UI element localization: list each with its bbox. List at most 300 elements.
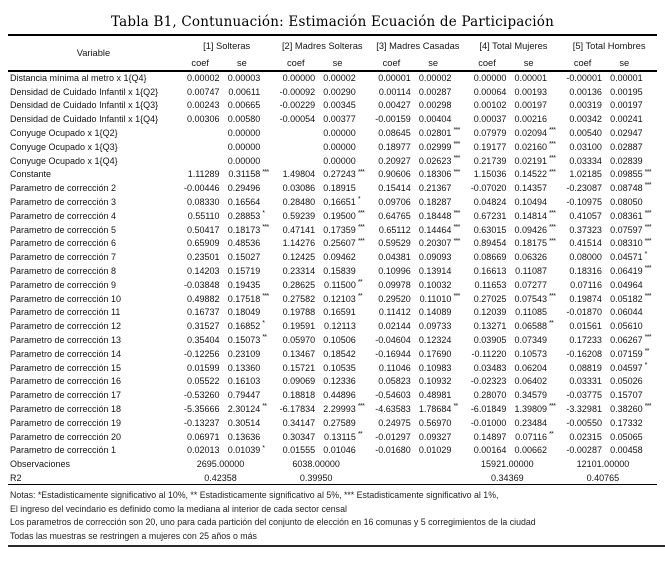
stars-subheader	[645, 56, 657, 71]
cell-coef: 0.11653	[474, 279, 507, 290]
table-title: Tabla B1, Contunuación: Estimación Ecuación de Participación	[110, 14, 555, 30]
cell-coef: -0.04604	[375, 335, 411, 346]
note-line-significance: Notas: *Estadisticamente significativo al 10%, ** Estadisticamente significativo al 5%, *** Estadisticamente significativo al 1%,	[10, 490, 499, 501]
cell-coef: 0.16613	[473, 266, 507, 277]
cell-coef: 0.00306	[187, 114, 220, 125]
cell-coef: 0.67231	[473, 210, 507, 221]
cell-se: 0.08361	[610, 210, 643, 221]
cell-coef: 0.18818	[282, 390, 316, 401]
cell-significance: ***	[549, 168, 556, 176]
row-label: Parametro de corrección 4	[10, 210, 117, 221]
cell-se: 0.27589	[323, 417, 356, 428]
row-label: Parametro de corrección 7	[10, 252, 117, 263]
cell-significance	[453, 444, 465, 458]
row-label: Parametro de corrección 12	[10, 321, 122, 332]
cell-significance	[358, 333, 370, 347]
cell-coef: 0.00540	[569, 128, 602, 139]
cell-se: 0.13115	[323, 431, 356, 442]
cell-significance	[262, 140, 274, 154]
cell-significance	[262, 388, 274, 402]
cell-se: 0.16852	[227, 321, 261, 332]
cell-coef	[274, 154, 317, 168]
se-subheader: se	[508, 56, 549, 71]
cell-significance: **	[549, 430, 554, 438]
row-label: Parametro de corrección 6	[10, 238, 117, 249]
cell-coef: 0.19788	[282, 307, 316, 318]
cell-coef: 0.01599	[187, 362, 220, 373]
cell-se: 0.06402	[514, 376, 548, 387]
cell-significance	[549, 361, 561, 375]
row-label: Parametro de corrección 11	[10, 307, 121, 318]
cell-coef: 0.03100	[569, 141, 602, 152]
cell-coef: -0.01870	[566, 307, 602, 318]
table-row	[8, 126, 657, 140]
cell-significance	[358, 416, 370, 430]
cell-significance: ***	[549, 292, 556, 300]
cell-significance: ***	[357, 168, 365, 176]
cell-coef: -6.17834	[279, 404, 316, 415]
table-row	[8, 430, 657, 444]
cell-se: 0.00458	[610, 445, 643, 456]
cell-coef: 0.29520	[378, 293, 411, 304]
cell-significance	[453, 347, 465, 361]
cell-se: 0.17359	[323, 224, 356, 235]
cell-significance	[358, 306, 370, 320]
cell-significance	[358, 375, 370, 389]
cell-coef: 0.18316	[569, 266, 602, 277]
cell-significance	[453, 430, 465, 444]
cell-coef: 1.11289	[187, 169, 220, 180]
cell-coef: 1.49804	[282, 169, 316, 180]
cell-significance: ***	[644, 168, 651, 176]
table-row	[8, 71, 657, 85]
cell-significance	[645, 99, 657, 113]
cell-coef: 0.00001	[378, 73, 411, 84]
cell-coef: -0.11220	[471, 348, 507, 359]
cell-se: 0.02947	[610, 128, 643, 139]
cell-se: 0.18049	[227, 307, 261, 318]
cell-se: 0.00216	[514, 114, 548, 125]
cell-se: 0.30514	[227, 417, 261, 428]
cell-significance	[262, 430, 274, 444]
row-label: Parametro de corrección 10	[10, 293, 122, 304]
cell-significance	[358, 471, 370, 485]
cell-se: 1.39809	[514, 404, 548, 415]
cell-se: 0.15707	[610, 390, 643, 401]
cell-se: 0.34579	[514, 390, 548, 401]
cell-se: 0.07597	[610, 224, 643, 235]
cell-coef: 0.06971	[187, 431, 220, 442]
cell-se: 0.13914	[418, 266, 452, 277]
cell-significance	[262, 237, 274, 251]
cell-coef: 0.11046	[378, 362, 411, 373]
cell-significance	[645, 278, 657, 292]
cell-significance: **	[357, 278, 363, 286]
cell-se: 0.11500	[323, 279, 356, 290]
cell-se: 0.06419	[610, 266, 643, 277]
row-label: Conyuge Ocupado x 1{Q3}	[10, 141, 118, 152]
cell-se: 0.00000	[227, 155, 261, 166]
cell-se: 0.25607	[323, 238, 356, 249]
cell-se: 0.01029	[418, 445, 452, 456]
cell-significance	[549, 416, 561, 430]
cell-coef	[179, 140, 222, 154]
cell-significance: *	[644, 251, 647, 259]
cell-se: 0.23484	[514, 417, 548, 428]
table-row	[8, 361, 657, 375]
cell-coef: 0.15721	[282, 362, 316, 373]
cell-significance	[262, 278, 274, 292]
cell-significance	[453, 333, 465, 347]
note-line-income: El ingreso del vecindario es definido como la mediana al interior de cada sector censal	[10, 503, 347, 514]
cell-significance: ***	[453, 140, 460, 148]
cell-se: 0.00611	[228, 86, 261, 97]
cell-significance: ***	[453, 292, 460, 300]
cell-coef: 0.00243	[187, 100, 220, 111]
cell-coef: 0.50417	[187, 224, 220, 235]
cell-significance: ***	[453, 223, 460, 231]
cell-se: 0.31158	[228, 169, 261, 180]
cell-significance	[549, 278, 561, 292]
cell-coef: 0.02013	[187, 445, 220, 456]
cell-se: 0.14464	[418, 224, 452, 235]
table-notes	[8, 488, 665, 547]
table-row	[8, 319, 657, 333]
cell-se: 0.00000	[323, 128, 356, 139]
cell-se: 0.09733	[418, 321, 452, 332]
cell-significance: **	[549, 320, 554, 328]
cell-coef: 0.19874	[569, 293, 602, 304]
cell-se: 0.00298	[418, 100, 452, 111]
cell-coef: 0.03334	[569, 155, 602, 166]
cell-coef: 0.08645	[378, 128, 411, 139]
cell-coef: 0.00747	[187, 86, 220, 97]
cell-se: 0.04597	[610, 362, 643, 373]
row-label: Densidad de Cuidado Infantil x 1{Q4}	[10, 114, 159, 125]
row-label: Densidad de Cuidado Infantil x 1{Q3}	[10, 100, 159, 111]
table-row	[8, 333, 657, 347]
cell-significance: **	[644, 347, 649, 355]
cell-coef: -0.00092	[279, 86, 316, 97]
summary-value	[370, 471, 453, 485]
cell-coef: -0.01000	[470, 417, 507, 428]
cell-se: 0.09855	[610, 169, 643, 180]
cell-coef: 0.65909	[187, 238, 220, 249]
cell-se: 0.79447	[227, 390, 261, 401]
cell-se: 2.29993	[323, 404, 356, 415]
cell-significance	[358, 250, 370, 264]
cell-se: 0.00000	[323, 155, 356, 166]
cell-se: 0.12113	[323, 321, 356, 332]
cell-coef: -0.03775	[566, 390, 602, 401]
cell-significance: ***	[453, 209, 460, 217]
cell-se: 0.00665	[227, 100, 261, 111]
cell-coef: 0.13271	[473, 321, 507, 332]
cell-significance: ***	[549, 223, 556, 231]
cell-coef: 0.08000	[569, 252, 602, 263]
cell-se: 0.00003	[227, 73, 261, 84]
cell-significance	[453, 250, 465, 264]
se-subheader: se	[317, 56, 358, 71]
cell-se: 0.00290	[323, 86, 356, 97]
cell-significance	[262, 195, 274, 209]
cell-se: 0.15073	[227, 335, 261, 346]
summary-value: 0.40765	[561, 471, 644, 485]
cell-se: 0.44896	[323, 390, 356, 401]
row-label: Distancia mínima al metro x 1{Q4}	[10, 73, 147, 84]
cell-significance	[645, 430, 657, 444]
cell-coef: 0.20927	[378, 155, 411, 166]
cell-significance	[262, 416, 274, 430]
cell-se: 0.09426	[514, 224, 548, 235]
cell-coef: 0.03905	[473, 335, 507, 346]
stars-subheader	[549, 56, 561, 71]
cell-significance	[358, 85, 370, 99]
summary-value: 2695.00000	[196, 459, 245, 470]
row-label: Parametro de corrección 16	[10, 376, 122, 387]
cell-significance	[549, 375, 561, 389]
cell-se: 0.00000	[227, 128, 261, 139]
cell-significance	[453, 361, 465, 375]
cell-se: 0.18448	[418, 210, 452, 221]
cell-se: 0.00404	[418, 114, 452, 125]
cell-significance: ***	[549, 403, 556, 411]
table-head	[8, 35, 657, 71]
cell-coef: -0.53260	[184, 390, 220, 401]
cell-coef	[274, 140, 317, 154]
cell-coef: 0.08330	[187, 197, 220, 208]
group-header-2: [2] Madres Solteras	[281, 41, 363, 51]
cell-significance	[358, 361, 370, 375]
cell-significance	[262, 85, 274, 99]
cell-coef: -6.01849	[470, 404, 507, 415]
table-row	[8, 402, 657, 416]
cell-coef: -0.16944	[375, 348, 411, 359]
cell-significance: ***	[453, 154, 460, 162]
cell-significance	[358, 319, 370, 333]
cell-significance	[549, 306, 561, 320]
cell-se: 0.02191	[514, 155, 548, 166]
cell-se: 0.09462	[323, 252, 356, 263]
cell-coef: 0.49882	[187, 293, 220, 304]
cell-coef: 0.02144	[378, 321, 411, 332]
cell-se: 0.00001	[514, 73, 548, 84]
cell-coef: 0.28480	[282, 197, 316, 208]
cell-se: 0.02887	[610, 141, 643, 152]
cell-significance: ***	[644, 334, 651, 342]
row-label: Parametro de corrección 5	[10, 224, 117, 235]
cell-significance: ***	[262, 223, 269, 231]
cell-se: 0.02094	[514, 128, 548, 139]
cell-significance: ***	[453, 237, 460, 245]
cell-se: 0.10573	[514, 348, 548, 359]
cell-se: 0.07543	[514, 293, 548, 304]
cell-coef: 0.11412	[378, 307, 411, 318]
cell-se: 0.38260	[610, 404, 643, 415]
cell-significance	[645, 416, 657, 430]
cell-significance	[262, 347, 274, 361]
cell-se: 0.12103	[323, 293, 356, 304]
cell-coef: -0.00446	[184, 183, 220, 194]
row-label: Densidad de Cuidado Infantil x 1{Q2}	[10, 86, 159, 97]
cell-significance: ***	[644, 237, 651, 245]
cell-coef: 0.02315	[569, 431, 602, 442]
cell-significance	[549, 195, 561, 209]
cell-significance: ***	[644, 292, 651, 300]
group-header-3: [3] Madres Casadas	[376, 41, 460, 51]
cell-significance	[262, 181, 274, 195]
cell-se: 0.17332	[610, 417, 643, 428]
cell-se: 0.00002	[323, 73, 356, 84]
cell-significance	[453, 319, 465, 333]
cell-se: 0.10032	[418, 279, 452, 290]
cell-coef: 0.90606	[378, 169, 411, 180]
cell-coef: 0.89454	[473, 238, 507, 249]
cell-significance: ***	[644, 209, 651, 217]
table-row	[8, 388, 657, 402]
cell-coef: 0.15414	[378, 183, 411, 194]
cell-se: 0.07159	[610, 348, 643, 359]
cell-significance	[453, 71, 465, 85]
cell-coef: 0.00037	[473, 114, 507, 125]
cell-significance	[358, 154, 370, 168]
cell-se: 0.14522	[514, 169, 548, 180]
row-label: Parametro de corrección 2	[10, 183, 117, 194]
cell-coef: 0.37323	[569, 224, 602, 235]
cell-coef: 1.14276	[282, 238, 316, 249]
cell-coef: 0.41514	[569, 238, 602, 249]
cell-se: 0.18287	[418, 197, 452, 208]
cell-coef: -0.13237	[184, 417, 220, 428]
cell-se: 0.11087	[515, 266, 548, 277]
cell-significance	[358, 99, 370, 113]
cell-significance	[645, 388, 657, 402]
cell-significance	[453, 278, 465, 292]
cell-coef: -3.32981	[566, 404, 602, 415]
cell-se: 0.27243	[323, 169, 356, 180]
cell-coef: 0.08669	[473, 252, 507, 263]
cell-se: 0.05182	[610, 293, 643, 304]
cell-coef	[274, 126, 317, 140]
cell-se: 0.02623	[418, 155, 452, 166]
cell-se: 0.14089	[418, 307, 452, 318]
cell-coef: 0.09069	[282, 376, 316, 387]
cell-significance	[549, 471, 561, 485]
cell-coef: 0.23501	[187, 252, 220, 263]
cell-coef: -0.00550	[566, 417, 602, 428]
cell-se: 0.10535	[323, 362, 356, 373]
cell-se: 0.05026	[610, 376, 643, 387]
cell-coef: 0.00002	[187, 73, 220, 84]
row-label: Constante	[10, 169, 52, 180]
cell-se: 0.02999	[418, 141, 452, 152]
cell-coef: 0.14897	[473, 431, 507, 442]
cell-se: 0.00193	[514, 86, 548, 97]
cell-se: 0.12324	[418, 335, 452, 346]
cell-coef: 0.03483	[473, 362, 507, 373]
cell-significance: ***	[644, 265, 651, 273]
cell-significance: ***	[549, 209, 556, 217]
cell-significance	[549, 457, 561, 471]
cell-se: 0.13636	[227, 431, 261, 442]
cell-se: 0.16651	[323, 197, 356, 208]
summary-value	[370, 457, 453, 471]
table-row	[8, 154, 657, 168]
cell-se: 0.08310	[610, 238, 643, 249]
cell-se: 0.19500	[323, 210, 356, 221]
cell-se: 0.19435	[227, 279, 261, 290]
cell-significance: ***	[357, 209, 365, 217]
cell-coef: 0.09978	[378, 279, 411, 290]
cell-se: 0.01046	[323, 445, 356, 456]
cell-significance	[453, 195, 465, 209]
cell-significance: ***	[453, 168, 460, 176]
cell-coef: 0.00164	[473, 445, 507, 456]
row-label: Parametro de corrección 9	[10, 279, 117, 290]
cell-se: 0.00287	[418, 86, 452, 97]
cell-se: 0.14814	[514, 210, 548, 221]
cell-coef: 0.12425	[282, 252, 316, 263]
table-row	[8, 168, 657, 182]
cell-coef: -0.00001	[566, 73, 602, 84]
cell-coef: -5.35666	[184, 404, 220, 415]
cell-significance: ***	[644, 182, 651, 190]
cell-significance	[645, 195, 657, 209]
cell-coef: 0.00427	[378, 100, 411, 111]
cell-se: 0.00195	[610, 86, 643, 97]
cell-significance	[549, 347, 561, 361]
cell-significance	[645, 126, 657, 140]
cell-significance: ***	[549, 237, 556, 245]
row-label: Parametro de corrección 19	[10, 417, 122, 428]
cell-coef: 0.01555	[282, 445, 316, 456]
cell-coef: -0.01680	[375, 445, 411, 456]
cell-se: 0.10983	[418, 362, 452, 373]
cell-se: 0.20307	[418, 238, 452, 249]
cell-significance	[358, 181, 370, 195]
cell-se: 0.11010	[419, 293, 452, 304]
table-row	[8, 223, 657, 237]
cell-se: 1.78684	[418, 404, 452, 415]
table-row	[8, 112, 657, 126]
cell-se: 0.02160	[514, 141, 548, 152]
cell-coef: 0.03086	[282, 183, 316, 194]
cell-coef: 0.64765	[378, 210, 411, 221]
group-header-1: [1] Solteras	[203, 41, 251, 51]
cell-significance	[453, 416, 465, 430]
summary-row	[8, 457, 657, 471]
cell-coef: 0.00102	[473, 100, 507, 111]
cell-se: 0.00662	[514, 445, 548, 456]
cell-significance: ***	[549, 140, 556, 148]
cell-coef: 0.31527	[187, 321, 220, 332]
cell-coef: -0.07020	[470, 183, 507, 194]
table-row	[8, 85, 657, 99]
table-row	[8, 347, 657, 361]
cell-se: 0.10506	[323, 335, 356, 346]
cell-coef: 0.17233	[569, 335, 602, 346]
cell-se: 0.00377	[323, 114, 356, 125]
cell-se: 0.00197	[514, 100, 548, 111]
cell-se: 0.13360	[227, 362, 261, 373]
cell-significance	[358, 457, 370, 471]
cell-significance	[453, 112, 465, 126]
row-label: Parametro de corrección 17	[10, 390, 122, 401]
cell-coef	[179, 154, 222, 168]
cell-coef: 0.12039	[473, 307, 507, 318]
cell-coef: 0.28070	[473, 390, 507, 401]
cell-se: 0.15839	[323, 266, 356, 277]
